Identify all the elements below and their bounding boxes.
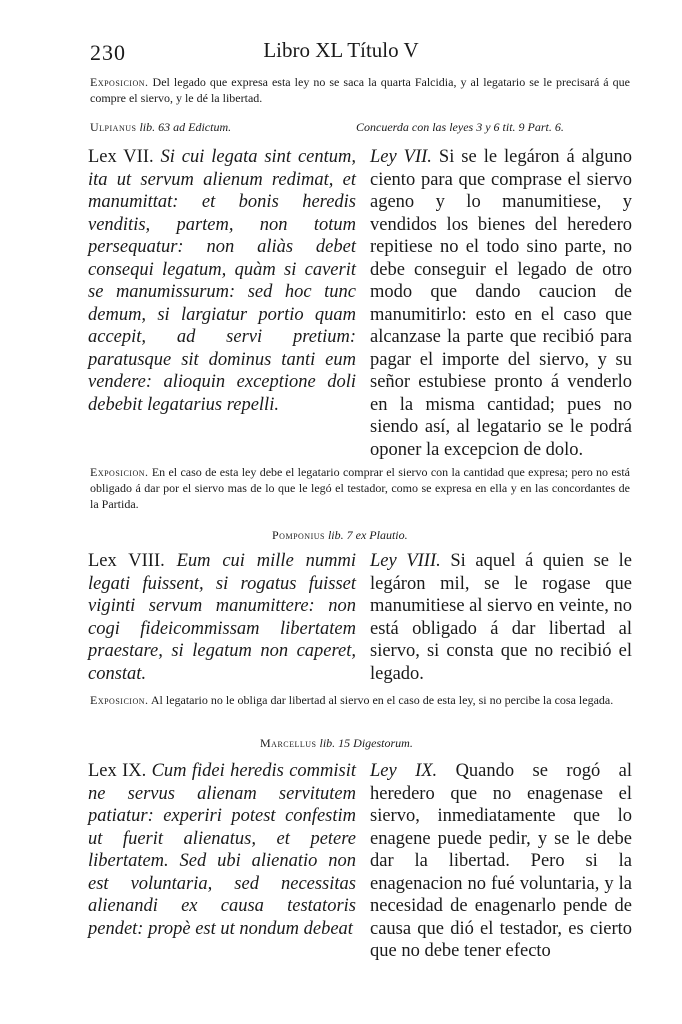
lex-text: Eum cui mille nummi legati fuissent, si rogatus fuisset viginti servum manumittere: non cogi fideicommissam libertatem praestare, si legatum non caperet, constat. bbox=[88, 551, 356, 684]
page-number: 230 bbox=[90, 40, 126, 65]
ley-8-spanish bbox=[370, 550, 632, 685]
source-book: lib. 15 Digestorum. bbox=[316, 736, 413, 750]
exposicion-label: Exposicion. bbox=[90, 693, 149, 707]
source-book: lib. 63 ad Edictum. bbox=[136, 120, 232, 134]
exposicion-text: En el caso de esta ley debe el legatario comprar el siervo con la cantidad que expresa; pero no está obligado á dar por el siervo mas de lo que le legó el testador, como se expresa en ella y en las concordantes de la Partida. bbox=[90, 465, 630, 511]
ley-label: Ley VIII. bbox=[370, 551, 441, 571]
source-author: Pomponius bbox=[272, 528, 325, 542]
ley-label: Ley IX. bbox=[370, 761, 438, 781]
page-header bbox=[0, 38, 682, 68]
lex-9-latin bbox=[88, 760, 356, 940]
exposicion-7 bbox=[90, 464, 630, 512]
ley-text: Si se le legáron á alguno ciento para que comprase el siervo ageno y lo manumitiese, y vendidos los bienes del heredero repitiese no el todo sino parte, no debe conseguir el legado de otro modo que dando caucion de manumitirlo: esto en el caso que alcanzase la parte que recibió para pagar el importe del siervo, y su señor estubiese pronto á venderlo en la misma cantidad; pues no siendo así, al legatario se le podrá oponer la excepcion de dolo. bbox=[370, 147, 632, 460]
ley-text: Si aquel á quien se le legáron mil, se le rogase que manumitiese al siervo en veinte, no está obligado á dar libertad al siervo, si consta que no recibió el legado. bbox=[370, 551, 633, 684]
ley-9-spanish bbox=[370, 760, 632, 963]
exposicion-text: Del legado que expresa esta ley no se saca la quarta Falcidia, y al legatario se le precisará á que compre el siervo, y le dé la libertad. bbox=[90, 75, 630, 105]
exposicion-label: Exposicion. bbox=[90, 75, 149, 89]
source-line-9 bbox=[260, 736, 413, 751]
source-line-8 bbox=[272, 528, 408, 543]
source-book: lib. 7 ex Plautio. bbox=[324, 528, 408, 542]
concordance-note: Concuerda con las leyes 3 y 6 tit. 9 Part. 6. bbox=[356, 120, 564, 134]
source-author: Ulpianus bbox=[90, 120, 137, 134]
exposicion-label: Exposicion. bbox=[90, 465, 149, 479]
source-author: Marcellus bbox=[260, 736, 317, 750]
exposicion-8 bbox=[90, 692, 630, 708]
source-line-7 bbox=[90, 120, 231, 135]
ley-text: Quando se rogó al heredero que no enagenase el siervo, inmediatamente que lo enagene puede pedir, y se le debe dar la libertad. Pero si la enagenacion no fué voluntaria, y la necesidad de enagenarlo pende de causa que dió el testador, es cierto que no debe tener efecto bbox=[370, 761, 632, 961]
lex-8-latin bbox=[88, 550, 356, 685]
ley-label: Ley VII. bbox=[370, 147, 432, 167]
ley-7-spanish bbox=[370, 146, 632, 461]
lex-label: Lex VIII. bbox=[88, 551, 165, 571]
lex-text: Cum fidei heredis commisit ne servus alienam servitutem patiatur: experiri potest confestim ut fuerit alienatus, et petere libertatem. Sed ubi alienatio non est voluntaria, sed necessitas alienandi ex causa testatoris pendet: propè est ut nondum debeat bbox=[88, 761, 356, 939]
lex-7-latin bbox=[88, 146, 356, 416]
lex-label: Lex VII. bbox=[88, 147, 154, 167]
lex-text: Si cui legata sint centum, ita ut servum alienum redimat, et manumittat: et bonis heredis venditis, partem, non totum persequatur: non aliàs debet consequi legatum, quàm si caverit se manumissurum: sed hoc tunc demum, si largiatur portio quam accepit, ad servi pretium: paratusque sit dominus tanti eum vendere: alioquin exceptione doli debebit legatarius repelli. bbox=[88, 147, 356, 415]
exposicion-text: Al legatario no le obliga dar libertad al siervo en el caso de esta ley, si no percibe la cosa legada. bbox=[148, 693, 614, 707]
lex-label: Lex IX. bbox=[88, 761, 147, 781]
page-title: Libro XL Título V bbox=[263, 38, 419, 62]
exposicion-top bbox=[90, 74, 630, 106]
